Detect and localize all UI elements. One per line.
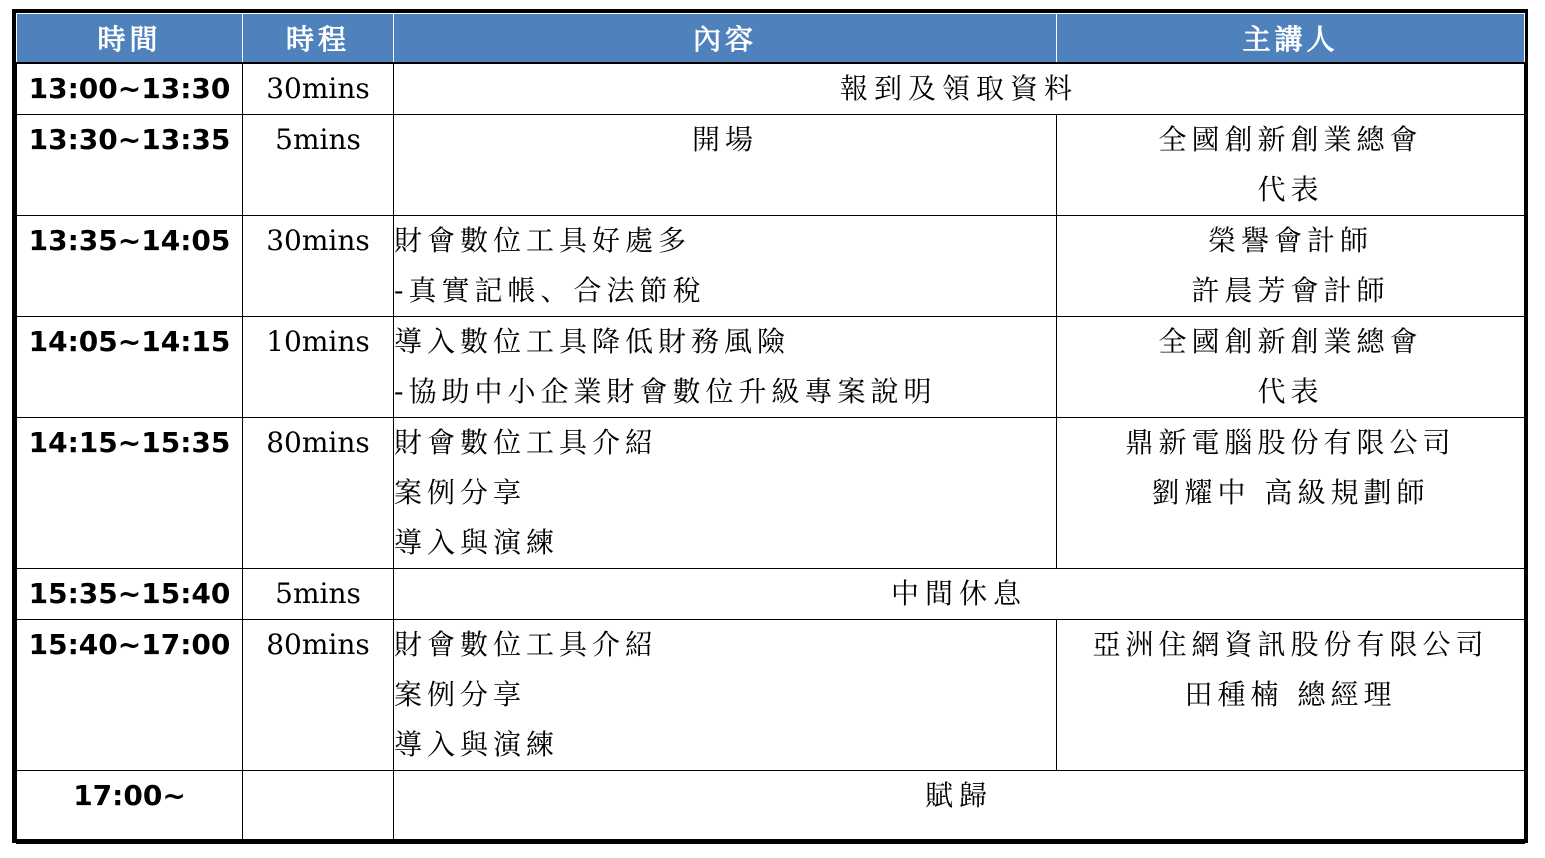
content-line: 導入數位工具降低財務風險 bbox=[394, 325, 791, 358]
speaker-cell bbox=[1057, 216, 1525, 317]
speaker-line: 鼎新電腦股份有限公司 bbox=[1125, 426, 1456, 459]
header-time: 時間 bbox=[17, 14, 243, 64]
time-cell: 14:05~14:15 bbox=[17, 317, 243, 418]
duration-cell: 5mins bbox=[243, 569, 394, 620]
agenda-table bbox=[16, 13, 1525, 844]
duration-cell: 5mins bbox=[243, 115, 394, 216]
speaker-line: 榮譽會計師 bbox=[1207, 224, 1373, 257]
duration-cell: 10mins bbox=[243, 317, 394, 418]
duration-cell bbox=[243, 771, 394, 844]
table-row bbox=[17, 115, 1525, 216]
header-speaker: 主講人 bbox=[1057, 14, 1525, 64]
duration-cell: 80mins bbox=[243, 418, 394, 569]
speaker-line: 許晨芳會計師 bbox=[1191, 274, 1390, 307]
header-duration: 時程 bbox=[243, 14, 394, 64]
table-row bbox=[17, 216, 1525, 317]
time-cell: 15:35~15:40 bbox=[17, 569, 243, 620]
content-cell bbox=[394, 216, 1057, 317]
speaker-line: 田種楠 總經理 bbox=[1184, 678, 1397, 711]
content-line: 導入與演練 bbox=[394, 728, 560, 761]
time-cell: 15:40~17:00 bbox=[17, 620, 243, 771]
speaker-cell bbox=[1057, 317, 1525, 418]
table-row bbox=[17, 63, 1525, 115]
merged-cell: 中間休息 bbox=[394, 569, 1525, 620]
table-row bbox=[17, 771, 1525, 844]
speaker-line: 代表 bbox=[1257, 173, 1324, 206]
content-line: 案例分享 bbox=[394, 678, 527, 711]
content-line: -真實記帳、合法節稅 bbox=[394, 274, 706, 307]
duration-cell: 30mins bbox=[243, 216, 394, 317]
speaker-line: 亞洲住網資訊股份有限公司 bbox=[1092, 628, 1489, 661]
duration-cell: 80mins bbox=[243, 620, 394, 771]
content-cell bbox=[394, 317, 1057, 418]
content-line: 開場 bbox=[691, 123, 758, 156]
speaker-cell bbox=[1057, 115, 1525, 216]
content-cell bbox=[394, 115, 1057, 216]
duration-cell: 30mins bbox=[243, 63, 394, 115]
content-line: 財會數位工具好處多 bbox=[394, 224, 692, 257]
content-line: 財會數位工具介紹 bbox=[394, 628, 659, 661]
content-cell bbox=[394, 418, 1057, 569]
content-line: 財會數位工具介紹 bbox=[394, 426, 659, 459]
content-line: 案例分享 bbox=[394, 476, 527, 509]
speaker-line: 代表 bbox=[1257, 375, 1324, 408]
content-cell bbox=[394, 620, 1057, 771]
merged-cell: 報到及領取資料 bbox=[394, 63, 1525, 115]
speaker-cell bbox=[1057, 620, 1525, 771]
time-cell: 13:35~14:05 bbox=[17, 216, 243, 317]
content-line: -協助中小企業財會數位升級專案說明 bbox=[394, 375, 937, 408]
table-row bbox=[17, 569, 1525, 620]
speaker-line: 全國創新創業總會 bbox=[1158, 325, 1423, 358]
table-row bbox=[17, 418, 1525, 569]
time-cell: 17:00~ bbox=[17, 771, 243, 844]
speaker-line: 劉耀中 高級規劃師 bbox=[1151, 476, 1430, 509]
time-cell: 13:00~13:30 bbox=[17, 63, 243, 115]
time-cell: 13:30~13:35 bbox=[17, 115, 243, 216]
speaker-cell bbox=[1057, 418, 1525, 569]
header-content: 內容 bbox=[394, 14, 1057, 64]
time-cell: 14:15~15:35 bbox=[17, 418, 243, 569]
speaker-line: 全國創新創業總會 bbox=[1158, 123, 1423, 156]
header-row bbox=[17, 14, 1525, 64]
table-row bbox=[17, 317, 1525, 418]
merged-cell: 賦歸 bbox=[394, 771, 1525, 844]
table-row bbox=[17, 620, 1525, 771]
content-line: 導入與演練 bbox=[394, 526, 560, 559]
